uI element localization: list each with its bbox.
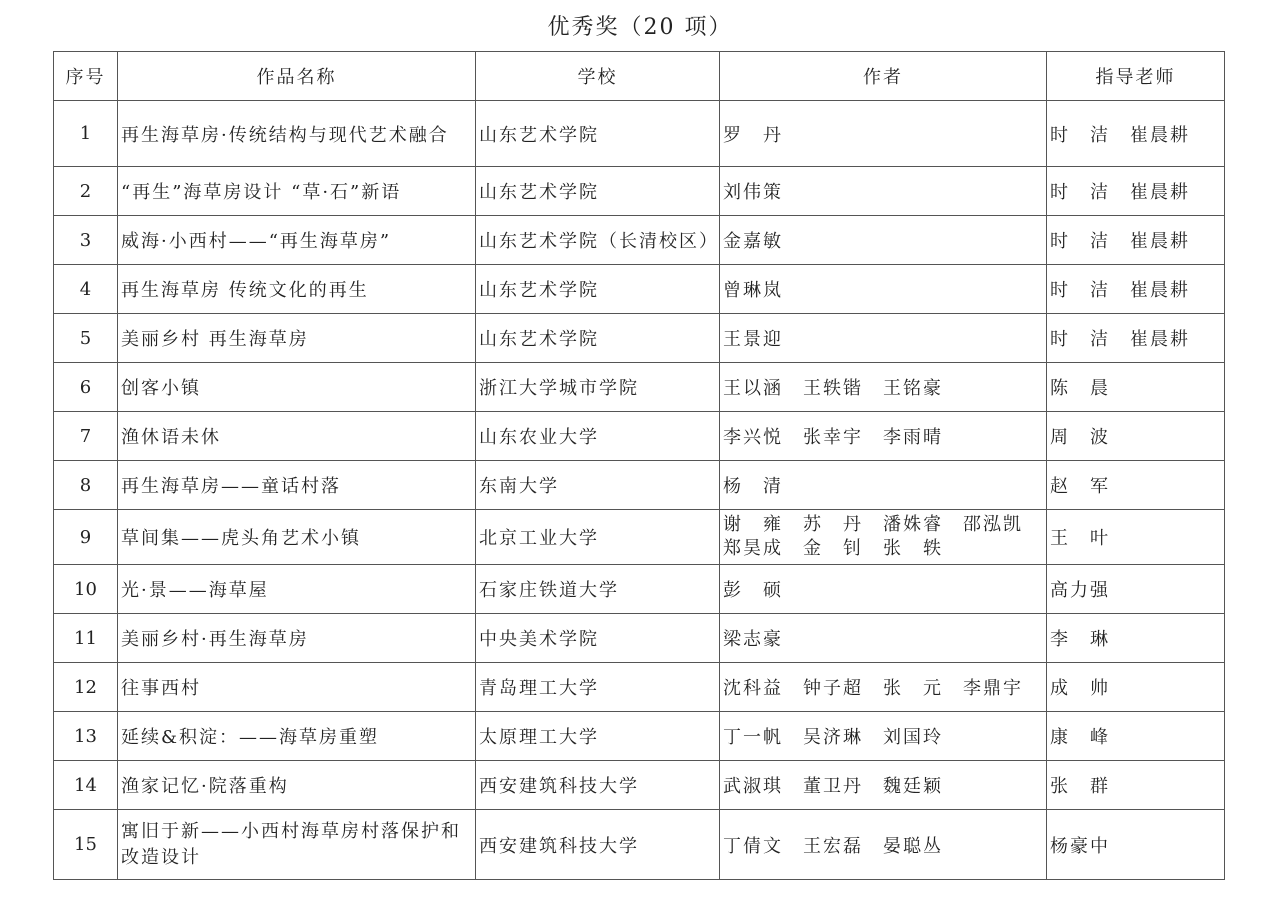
cell-index: 11 <box>54 614 118 663</box>
table-row <box>54 510 1225 565</box>
cell-authors: 王景迎 <box>720 314 1047 363</box>
header-index: 序号 <box>54 52 118 101</box>
cell-title: 创客小镇 <box>118 363 476 412</box>
table-row <box>54 810 1225 880</box>
cell-school: 浙江大学城市学院 <box>476 363 720 412</box>
cell-title: 美丽乡村 再生海草房 <box>118 314 476 363</box>
cell-index: 8 <box>54 461 118 510</box>
cell-title: 再生海草房·传统结构与现代艺术融合 <box>118 101 476 167</box>
cell-advisor: 时 洁 崔晨耕 <box>1047 265 1225 314</box>
cell-title: 美丽乡村·再生海草房 <box>118 614 476 663</box>
cell-school: 山东农业大学 <box>476 412 720 461</box>
cell-school: 山东艺术学院 <box>476 101 720 167</box>
header-authors: 作者 <box>720 52 1047 101</box>
cell-advisor: 李 琳 <box>1047 614 1225 663</box>
cell-title: 再生海草房——童话村落 <box>118 461 476 510</box>
cell-school: 东南大学 <box>476 461 720 510</box>
table-row <box>54 412 1225 461</box>
cell-school: 中央美术学院 <box>476 614 720 663</box>
cell-authors: 罗 丹 <box>720 101 1047 167</box>
cell-advisor: 时 洁 崔晨耕 <box>1047 314 1225 363</box>
cell-advisor: 王 叶 <box>1047 510 1225 565</box>
cell-school: 石家庄铁道大学 <box>476 565 720 614</box>
cell-authors: 丁一帆 吴济琳 刘国玲 <box>720 712 1047 761</box>
cell-index: 12 <box>54 663 118 712</box>
cell-title: “再生”海草房设计 “草·石”新语 <box>118 167 476 216</box>
cell-authors: 武淑琪 董卫丹 魏廷颖 <box>720 761 1047 810</box>
cell-advisor: 张 群 <box>1047 761 1225 810</box>
cell-advisor: 成 帅 <box>1047 663 1225 712</box>
cell-school: 太原理工大学 <box>476 712 720 761</box>
table-header-row <box>54 52 1225 101</box>
cell-index: 2 <box>54 167 118 216</box>
cell-authors: 刘伟策 <box>720 167 1047 216</box>
header-school: 学校 <box>476 52 720 101</box>
cell-advisor: 陈 晨 <box>1047 363 1225 412</box>
table-row <box>54 363 1225 412</box>
cell-index: 13 <box>54 712 118 761</box>
cell-authors: 彭 硕 <box>720 565 1047 614</box>
cell-advisor: 康 峰 <box>1047 712 1225 761</box>
header-title: 作品名称 <box>118 52 476 101</box>
cell-authors: 王以涵 王轶锴 王铭豪 <box>720 363 1047 412</box>
cell-school: 西安建筑科技大学 <box>476 810 720 880</box>
cell-title: 威海·小西村——“再生海草房” <box>118 216 476 265</box>
cell-index: 15 <box>54 810 118 880</box>
cell-title: 渔家记忆·院落重构 <box>118 761 476 810</box>
cell-authors: 沈科益 钟子超 张 元 李鼎宇 <box>720 663 1047 712</box>
cell-school: 山东艺术学院 <box>476 265 720 314</box>
table-row <box>54 761 1225 810</box>
cell-authors: 杨 清 <box>720 461 1047 510</box>
cell-index: 6 <box>54 363 118 412</box>
cell-index: 9 <box>54 510 118 565</box>
cell-school: 山东艺术学院 <box>476 314 720 363</box>
cell-authors: 梁志豪 <box>720 614 1047 663</box>
cell-school: 北京工业大学 <box>476 510 720 565</box>
cell-index: 3 <box>54 216 118 265</box>
cell-title: 寓旧于新——小西村海草房村落保护和改造设计 <box>118 810 476 880</box>
cell-school: 山东艺术学院（长清校区） <box>476 216 720 265</box>
cell-advisor: 高力强 <box>1047 565 1225 614</box>
awards-table <box>53 51 1225 880</box>
cell-authors: 谢 雍 苏 丹 潘姝睿 邵泓凯 郑昊成 金 钊 张 轶 <box>720 510 1047 565</box>
cell-title: 光·景——海草屋 <box>118 565 476 614</box>
cell-authors: 丁倩文 王宏磊 晏聪丛 <box>720 810 1047 880</box>
cell-index: 10 <box>54 565 118 614</box>
cell-advisor: 杨豪中 <box>1047 810 1225 880</box>
table-row <box>54 461 1225 510</box>
cell-title: 渔休语未休 <box>118 412 476 461</box>
cell-index: 5 <box>54 314 118 363</box>
cell-advisor: 时 洁 崔晨耕 <box>1047 101 1225 167</box>
cell-advisor: 赵 军 <box>1047 461 1225 510</box>
page-title: 优秀奖（20 项） <box>547 15 733 40</box>
cell-index: 1 <box>54 101 118 167</box>
table-row <box>54 216 1225 265</box>
table-row <box>54 712 1225 761</box>
table-row <box>54 265 1225 314</box>
cell-authors: 曾琳岚 <box>720 265 1047 314</box>
cell-advisor: 时 洁 崔晨耕 <box>1047 167 1225 216</box>
cell-title: 草间集——虎头角艺术小镇 <box>118 510 476 565</box>
cell-authors: 金嘉敏 <box>720 216 1047 265</box>
table-row <box>54 663 1225 712</box>
table-row <box>54 101 1225 167</box>
cell-title: 往事西村 <box>118 663 476 712</box>
cell-advisor: 周 波 <box>1047 412 1225 461</box>
header-advisor: 指导老师 <box>1047 52 1225 101</box>
cell-index: 14 <box>54 761 118 810</box>
cell-school: 山东艺术学院 <box>476 167 720 216</box>
cell-title: 再生海草房 传统文化的再生 <box>118 265 476 314</box>
cell-school: 青岛理工大学 <box>476 663 720 712</box>
cell-title: 延续&积淀：——海草房重塑 <box>118 712 476 761</box>
cell-authors: 李兴悦 张幸宇 李雨晴 <box>720 412 1047 461</box>
cell-index: 4 <box>54 265 118 314</box>
cell-advisor: 时 洁 崔晨耕 <box>1047 216 1225 265</box>
table-row <box>54 565 1225 614</box>
table-row <box>54 614 1225 663</box>
table-row <box>54 314 1225 363</box>
cell-index: 7 <box>54 412 118 461</box>
cell-school: 西安建筑科技大学 <box>476 761 720 810</box>
table-row <box>54 167 1225 216</box>
